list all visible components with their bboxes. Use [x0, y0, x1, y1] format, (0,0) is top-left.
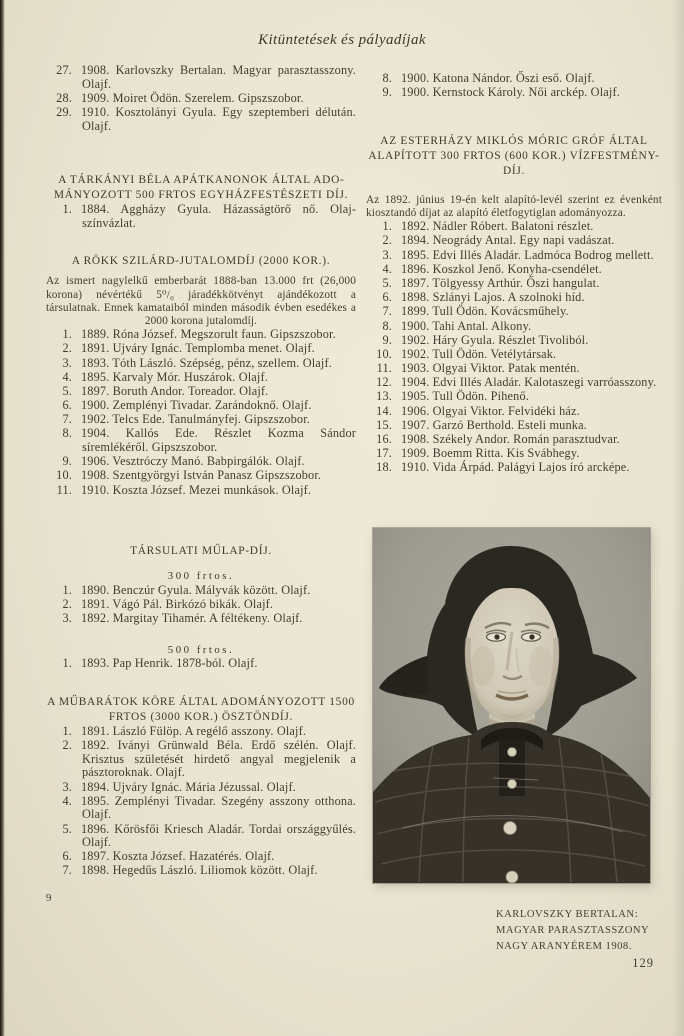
list-item	[46, 357, 356, 371]
list-item	[366, 305, 662, 319]
entry-number: 9.	[382, 85, 392, 100]
section-heading-tarkanyi: A TÁRKÁNYI BÉLA APÁTKANONOK ÁLTAL ADOMÁNYOZOTT 500 FRTOS EGYHÁZFESTÉSZETI DÍJ.	[53, 174, 349, 202]
entry-list-500-frtos	[46, 657, 356, 671]
entry-number: 2.	[62, 738, 72, 753]
entry-text: 1895. Zemplényi Tivadar. Szegény asszony otthona. Olajf.	[81, 793, 356, 822]
entry-text: 1897. Boruth Andor. Toreador. Olajf.	[81, 383, 269, 398]
entry-number: 10.	[56, 468, 72, 483]
entry-number: 14.	[376, 403, 392, 418]
right-column	[366, 72, 662, 971]
entry-number: 1.	[62, 202, 72, 217]
list-item	[46, 584, 356, 598]
section-heading-rokk: A RÖKK SZILÁRD-JUTALOMDÍJ (2000 KOR.).	[71, 255, 331, 268]
entry-number: 5.	[382, 275, 392, 290]
entry-text: 1892. Margitay Tihamér. A féltékeny. Olajf.	[81, 611, 303, 626]
entry-number: 6.	[382, 290, 392, 305]
list-item	[366, 334, 662, 348]
entry-text: 1910. Kosztolányi Gyula. Egy szeptemberi délután. Olajf.	[81, 104, 356, 133]
list-item	[46, 399, 356, 413]
entry-number: 3.	[62, 355, 72, 370]
entry-number: 16.	[376, 432, 392, 446]
entry-number: 17.	[376, 446, 392, 461]
entry-list-esterhazy	[366, 220, 662, 475]
entry-number: 4.	[62, 793, 72, 808]
entry-text: 1884. Aggházy Gyula. Házasságtörő nő. Olajszínvázlat.	[81, 202, 356, 230]
entry-number: 1.	[62, 327, 72, 342]
entry-text: 1890. Benczúr Gyula. Mályvák között. Olajf.	[81, 582, 311, 597]
entry-text: 1894. Ujváry Ignác. Mária Jézussal. Olajf.	[81, 779, 296, 794]
list-item	[366, 320, 662, 334]
list-item	[366, 447, 662, 461]
entry-text: 1905. Tull Ödön. Pihenő.	[401, 389, 529, 404]
list-item	[46, 427, 356, 454]
list-item	[366, 72, 662, 86]
entry-text: 1895. Karvaly Mór. Huszárok. Olajf.	[81, 369, 268, 384]
list-item	[46, 413, 356, 427]
list-item	[366, 362, 662, 376]
entry-list-300-frtos	[46, 584, 356, 626]
entry-list-mubaratok	[46, 725, 356, 878]
entry-text: 1898. Hegedűs László. Liliomok között. Olajf.	[81, 863, 318, 878]
list-item	[46, 598, 356, 612]
section-note-esterhazy: Az 1892. június 19-én kelt alapító-levél szerint ez évenként kiosztandó díjat az alapító életfogytiglan adományozza.	[366, 193, 662, 219]
entry-text: 1902. Telcs Ede. Tanulmányfej. Gipszszobor.	[81, 412, 310, 427]
entry-text: 1900. Kernstock Károly. Női arckép. Olajf.	[401, 85, 620, 100]
signature-mark: 9	[46, 892, 52, 905]
entry-number: 10.	[376, 346, 392, 361]
page-gutter-shadow	[0, 0, 5, 1036]
entry-number: 7.	[62, 863, 72, 878]
list-item	[46, 342, 356, 356]
section-heading-esterhazy: AZ ESTERHÁZY MIKLÓS MÓRIC GRÓF ÁLTAL ALAPÍTOTT 300 FRTOS (600 KOR.) VÍZFESTMÉNY-DÍJ.	[368, 134, 660, 177]
left-column	[46, 64, 356, 906]
entry-text: 1895. Edvi Illés Aladár. Ladmóca Bodrog mellett.	[401, 247, 654, 262]
entry-text: 1902. Háry Gyula. Részlet Tivoliból.	[401, 332, 589, 347]
list-item	[46, 657, 356, 671]
list-item	[366, 220, 662, 234]
entry-text: 1904. Kallós Ede. Részlet Kozma Sándor síremlékéről. Gipszszobor.	[81, 426, 356, 455]
entry-number: 8.	[382, 71, 392, 85]
list-item	[46, 484, 356, 498]
entry-number: 18.	[376, 460, 392, 475]
section-note-rokk: Az ismert nagylelkű emberbarát 1888-ban 13.000 frt (26,000 korona) névértékű 5⁰/₀ járadékkötvényt ajándékozott a társulatnak. Ennek kamataiból minden második évben esedékes a 2000 korona jutalomdíj.	[46, 275, 356, 327]
portrait-photo	[373, 528, 650, 883]
entry-number: 1.	[62, 582, 72, 597]
entry-number: 5.	[62, 383, 72, 398]
list-item	[46, 850, 356, 864]
entry-number: 8.	[62, 426, 72, 441]
list-item	[46, 739, 356, 780]
entry-number: 12.	[376, 375, 392, 390]
entry-text: 1910. Koszta József. Mezei munkások. Olajf.	[81, 482, 312, 497]
entry-number: 1.	[382, 219, 392, 234]
entry-number: 7.	[382, 304, 392, 319]
running-head: Kitüntetések és pályadíjak	[258, 32, 426, 48]
list-item	[46, 781, 356, 795]
list-item	[46, 328, 356, 342]
list-item	[46, 455, 356, 469]
entry-number: 6.	[62, 849, 72, 864]
entry-number: 5.	[62, 821, 72, 836]
entry-number: 2.	[62, 341, 72, 356]
entry-text: 1897. Tölgyessy Arthúr. Őszi hangulat.	[401, 275, 600, 290]
page-edge-shadow	[672, 0, 684, 1036]
entry-list-rokk	[46, 328, 356, 497]
list-item	[46, 823, 356, 850]
list-item	[366, 249, 662, 263]
entry-text: 1896. Koszkol Jenő. Konyha-csendélet.	[401, 261, 602, 276]
entry-number: 2.	[62, 597, 72, 611]
entry-number: 6.	[62, 398, 72, 413]
section-heading-tarsulati: TÁRSULATI MŰLAP-DÍJ.	[130, 545, 272, 558]
photo-caption-line: KARLOVSZKY BERTALAN:	[496, 908, 639, 920]
list-item	[366, 348, 662, 362]
subheading-500-frtos: 500 frtos.	[167, 643, 235, 656]
entry-text: 1910. Vida Árpád. Palágyi Lajos író arcképe.	[401, 460, 630, 475]
entry-number: 9.	[62, 454, 72, 469]
entry-number: 1.	[62, 656, 72, 671]
list-item	[366, 234, 662, 248]
entry-text: 1900. Katona Nándor. Őszi eső. Olajf.	[401, 71, 595, 85]
entry-text: 1898. Szlányi Lajos. A szolnoki híd.	[401, 290, 585, 305]
entry-number: 13.	[376, 389, 392, 404]
entry-number: 2.	[382, 233, 392, 248]
entry-text: 1897. Koszta József. Hazatérés. Olajf.	[81, 849, 275, 864]
list-item	[366, 461, 662, 475]
list-item	[366, 376, 662, 390]
entry-text: 1892. Nádler Róbert. Balatoni részlet.	[401, 219, 594, 234]
entry-text: 1906. Olgyai Viktor. Felvidéki ház.	[401, 403, 580, 418]
entry-text: 1893. Pap Henrik. 1878-ból. Olajf.	[81, 656, 258, 671]
entry-number: 4.	[382, 261, 392, 276]
entry-text: 1907. Garzó Berthold. Esteli munka.	[401, 417, 587, 432]
photo-caption-line: MAGYAR PARASZTASSZONY	[496, 924, 650, 936]
list-item	[366, 277, 662, 291]
entry-text: 1909. Moiret Ödön. Szerelem. Gipszszobor.	[81, 90, 304, 105]
entry-text: 1903. Olgyai Viktor. Patak mentén.	[401, 361, 580, 376]
list-item	[46, 203, 356, 230]
photo-caption-line: NAGY ARANYÉREM 1908.	[496, 940, 632, 952]
entry-number: 11.	[56, 482, 72, 497]
entry-number: 9.	[382, 332, 392, 347]
list-item	[366, 86, 662, 100]
entry-number: 3.	[62, 611, 72, 626]
list-item	[46, 725, 356, 739]
entry-text: 1896. Kőrösfői Kriesch Aladár. Tordai országgyűlés. Olajf.	[81, 821, 356, 850]
entry-number: 11.	[376, 361, 392, 376]
list-item	[46, 612, 356, 626]
list-item	[46, 106, 356, 133]
list-item	[366, 263, 662, 277]
list-item	[46, 64, 356, 91]
list-item	[46, 92, 356, 106]
entry-text: 1891. Vágó Pál. Birkózó bikák. Olajf.	[81, 597, 274, 611]
entry-text: 1908. Székely Andor. Román parasztudvar.	[401, 432, 620, 446]
entry-list-carryover-left	[46, 64, 356, 133]
subheading-300-frtos: 300 frtos.	[167, 570, 235, 583]
list-item	[366, 405, 662, 419]
entry-number: 15.	[376, 417, 392, 432]
list-item	[366, 291, 662, 305]
entry-text: 1908. Szentgyörgyi István Panasz Gipszszobor.	[81, 468, 322, 483]
list-item	[46, 795, 356, 822]
list-item	[366, 433, 662, 447]
entry-text: 1909. Boemm Ritta. Kis Svábhegy.	[401, 446, 580, 461]
list-item	[46, 385, 356, 399]
list-item	[366, 390, 662, 404]
list-item	[46, 864, 356, 878]
entry-text: 1908. Karlovszky Bertalan. Magyar parasztasszony. Olajf.	[81, 63, 356, 91]
entry-text: 1891. Ujváry Ignác. Templomba menet. Olajf.	[81, 341, 315, 356]
entry-number: 29.	[56, 104, 72, 119]
entry-text: 1902. Tull Ödön. Vetélytársak.	[401, 346, 557, 361]
entry-text: 1900. Zemplényi Tivadar. Zarándoknő. Olajf.	[81, 398, 312, 413]
list-item	[46, 371, 356, 385]
entry-list-carryover-right	[366, 72, 662, 100]
entry-list-tarkanyi	[46, 203, 356, 230]
entry-text: 1891. László Fülöp. A regélő asszony. Olajf.	[81, 723, 307, 738]
entry-text: 1893. Tóth László. Szépség, pénz, szellem. Olajf.	[81, 355, 332, 370]
entry-number: 4.	[62, 369, 72, 384]
entry-text: 1900. Tahi Antal. Alkony.	[401, 318, 532, 333]
entry-number: 1.	[62, 723, 72, 738]
entry-number: 3.	[62, 779, 72, 794]
entry-text: 1906. Vesztróczy Manó. Babpirgálók. Olajf.	[81, 454, 305, 469]
entry-number: 3.	[382, 247, 392, 262]
section-heading-mubaratok: A MŰBARÁTOK KÖRE ÁLTAL ADOMÁNYOZOTT 1500 FRTOS (3000 KOR.) ÖSZTÖNDÍJ.	[47, 695, 355, 723]
entry-text: 1904. Edvi Illés Aladár. Kalotaszegi varróasszony.	[401, 375, 657, 390]
list-item	[46, 469, 356, 483]
page-number: 129	[632, 955, 654, 970]
entry-number: 28.	[56, 90, 72, 105]
entry-number: 8.	[382, 318, 392, 333]
entry-text: 1899. Tull Ödön. Kovácsműhely.	[401, 304, 569, 319]
entry-number: 7.	[62, 412, 72, 427]
entry-text: 1894. Neogrády Antal. Egy napi vadászat.	[401, 233, 615, 248]
portrait-illustration	[373, 528, 650, 883]
entry-text: 1892. Iványi Grünwald Béla. Erdő szélén. Olajf. Krisztus születését hirdető angyal megjelenik a pásztoroknak. Olajf.	[81, 738, 356, 780]
list-item	[366, 419, 662, 433]
entry-number: 27.	[56, 63, 72, 77]
entry-text: 1889. Róna József. Megszorult faun. Gipszszobor.	[81, 327, 336, 342]
photo-caption	[496, 907, 662, 955]
